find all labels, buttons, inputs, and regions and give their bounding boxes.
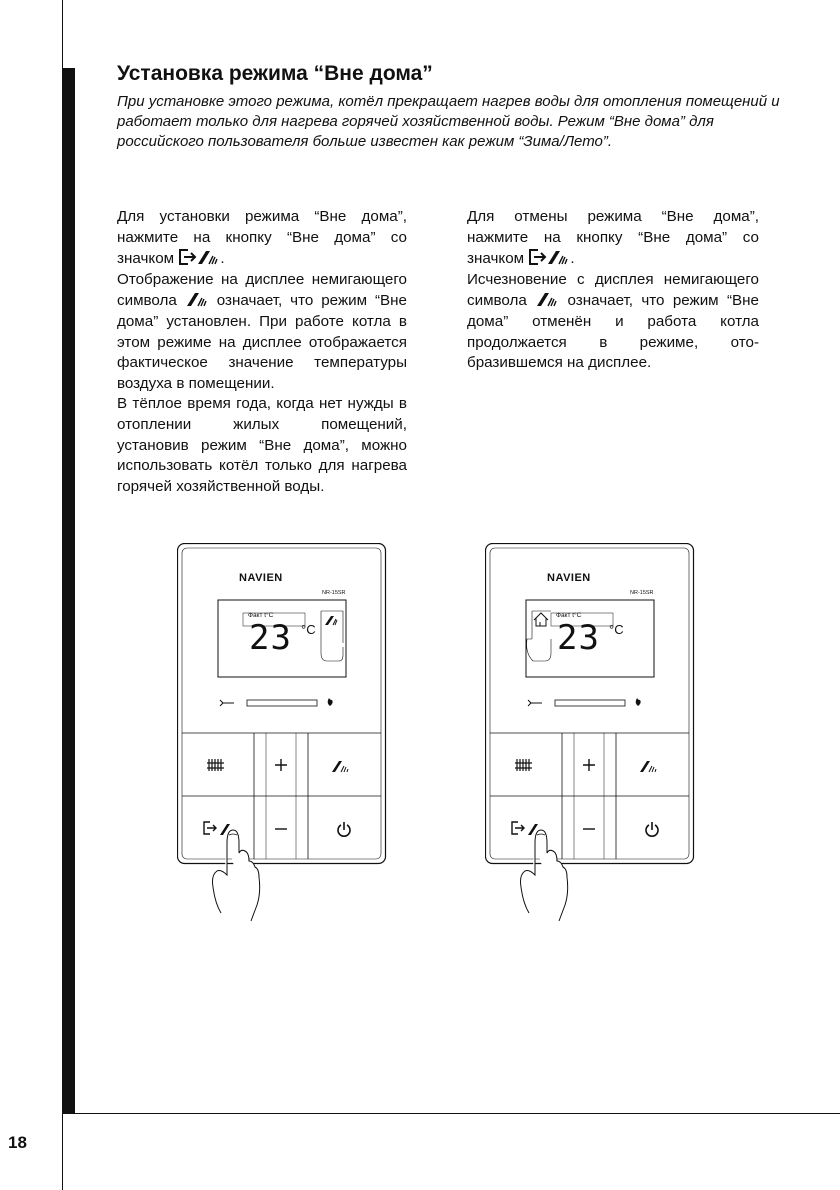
room-controller-illustration-2 [485, 543, 715, 923]
temperature-readout: 23 [557, 618, 600, 658]
temperature-unit: °C [609, 622, 624, 637]
left-paragraph-1: Для установки режима “Вне дома”, нажмите на кнопку “Вне дома” со значком . [117, 208, 407, 268]
footer-rule [62, 1113, 840, 1114]
temperature-readout: 23 [249, 618, 292, 658]
away-mode-icon [535, 290, 559, 308]
heating-mode-button[interactable] [515, 759, 532, 771]
away-button-icon [178, 248, 220, 266]
heating-mode-button[interactable] [207, 759, 224, 771]
away-mode-icon [185, 290, 209, 308]
right-column [467, 207, 759, 374]
radiator-icon [207, 759, 224, 771]
page-number: 18 [8, 1133, 27, 1152]
controller-drawing [485, 543, 715, 923]
left-column [117, 207, 407, 497]
room-controller-illustration-1 [177, 543, 407, 923]
actual-temp-label: Факт t°C [556, 612, 582, 619]
model-label: NR-15SR [322, 590, 346, 596]
left-paragraph-2: Отображение на дисплее немигающего символа означает, что режим “Вне дома” установлен. При работе котла в этом режиме на дисплее отображается фактическое значение температуры воздуха в помещении. [117, 270, 407, 392]
section-title: Установка режима “Вне дома” [117, 62, 433, 85]
away-button-icon [528, 248, 570, 266]
section-intro: При установке этого режима, котёл прекращает нагрев воды для отопления помещений и работает только для нагрева горячей хозяйственной воды. Режим “Вне дома” для российского пользователя больше известен как режим “Зима/Лето”. [117, 93, 780, 150]
controller-drawing [177, 543, 407, 923]
brand-logo: NAVIEN [547, 572, 591, 584]
right-paragraph-1: Для отмены режима “Вне дома”, нажмите на кнопку “Вне дома” со значком . [467, 208, 759, 268]
chapter-sidebar-bar [62, 68, 75, 1114]
right-paragraph-2: Исчезновение с дисплея немигающего символа означает, что режим “Вне дома” отменён и работа котла продолжается в режиме, отобразившемся на дисплее. [467, 270, 759, 372]
brand-logo: NAVIEN [239, 572, 283, 584]
radiator-icon [515, 759, 532, 771]
left-paragraph-3: В тёплое время года, когда нет нужды в отоплении жилых помещений, установив режим “Вне дома”, можно использовать котёл только для нагрева горячей хозяйственной воды. [117, 395, 407, 495]
model-label: NR-15SR [630, 590, 654, 596]
temperature-unit: °C [301, 622, 316, 637]
actual-temp-label: Факт t°C [248, 612, 274, 619]
